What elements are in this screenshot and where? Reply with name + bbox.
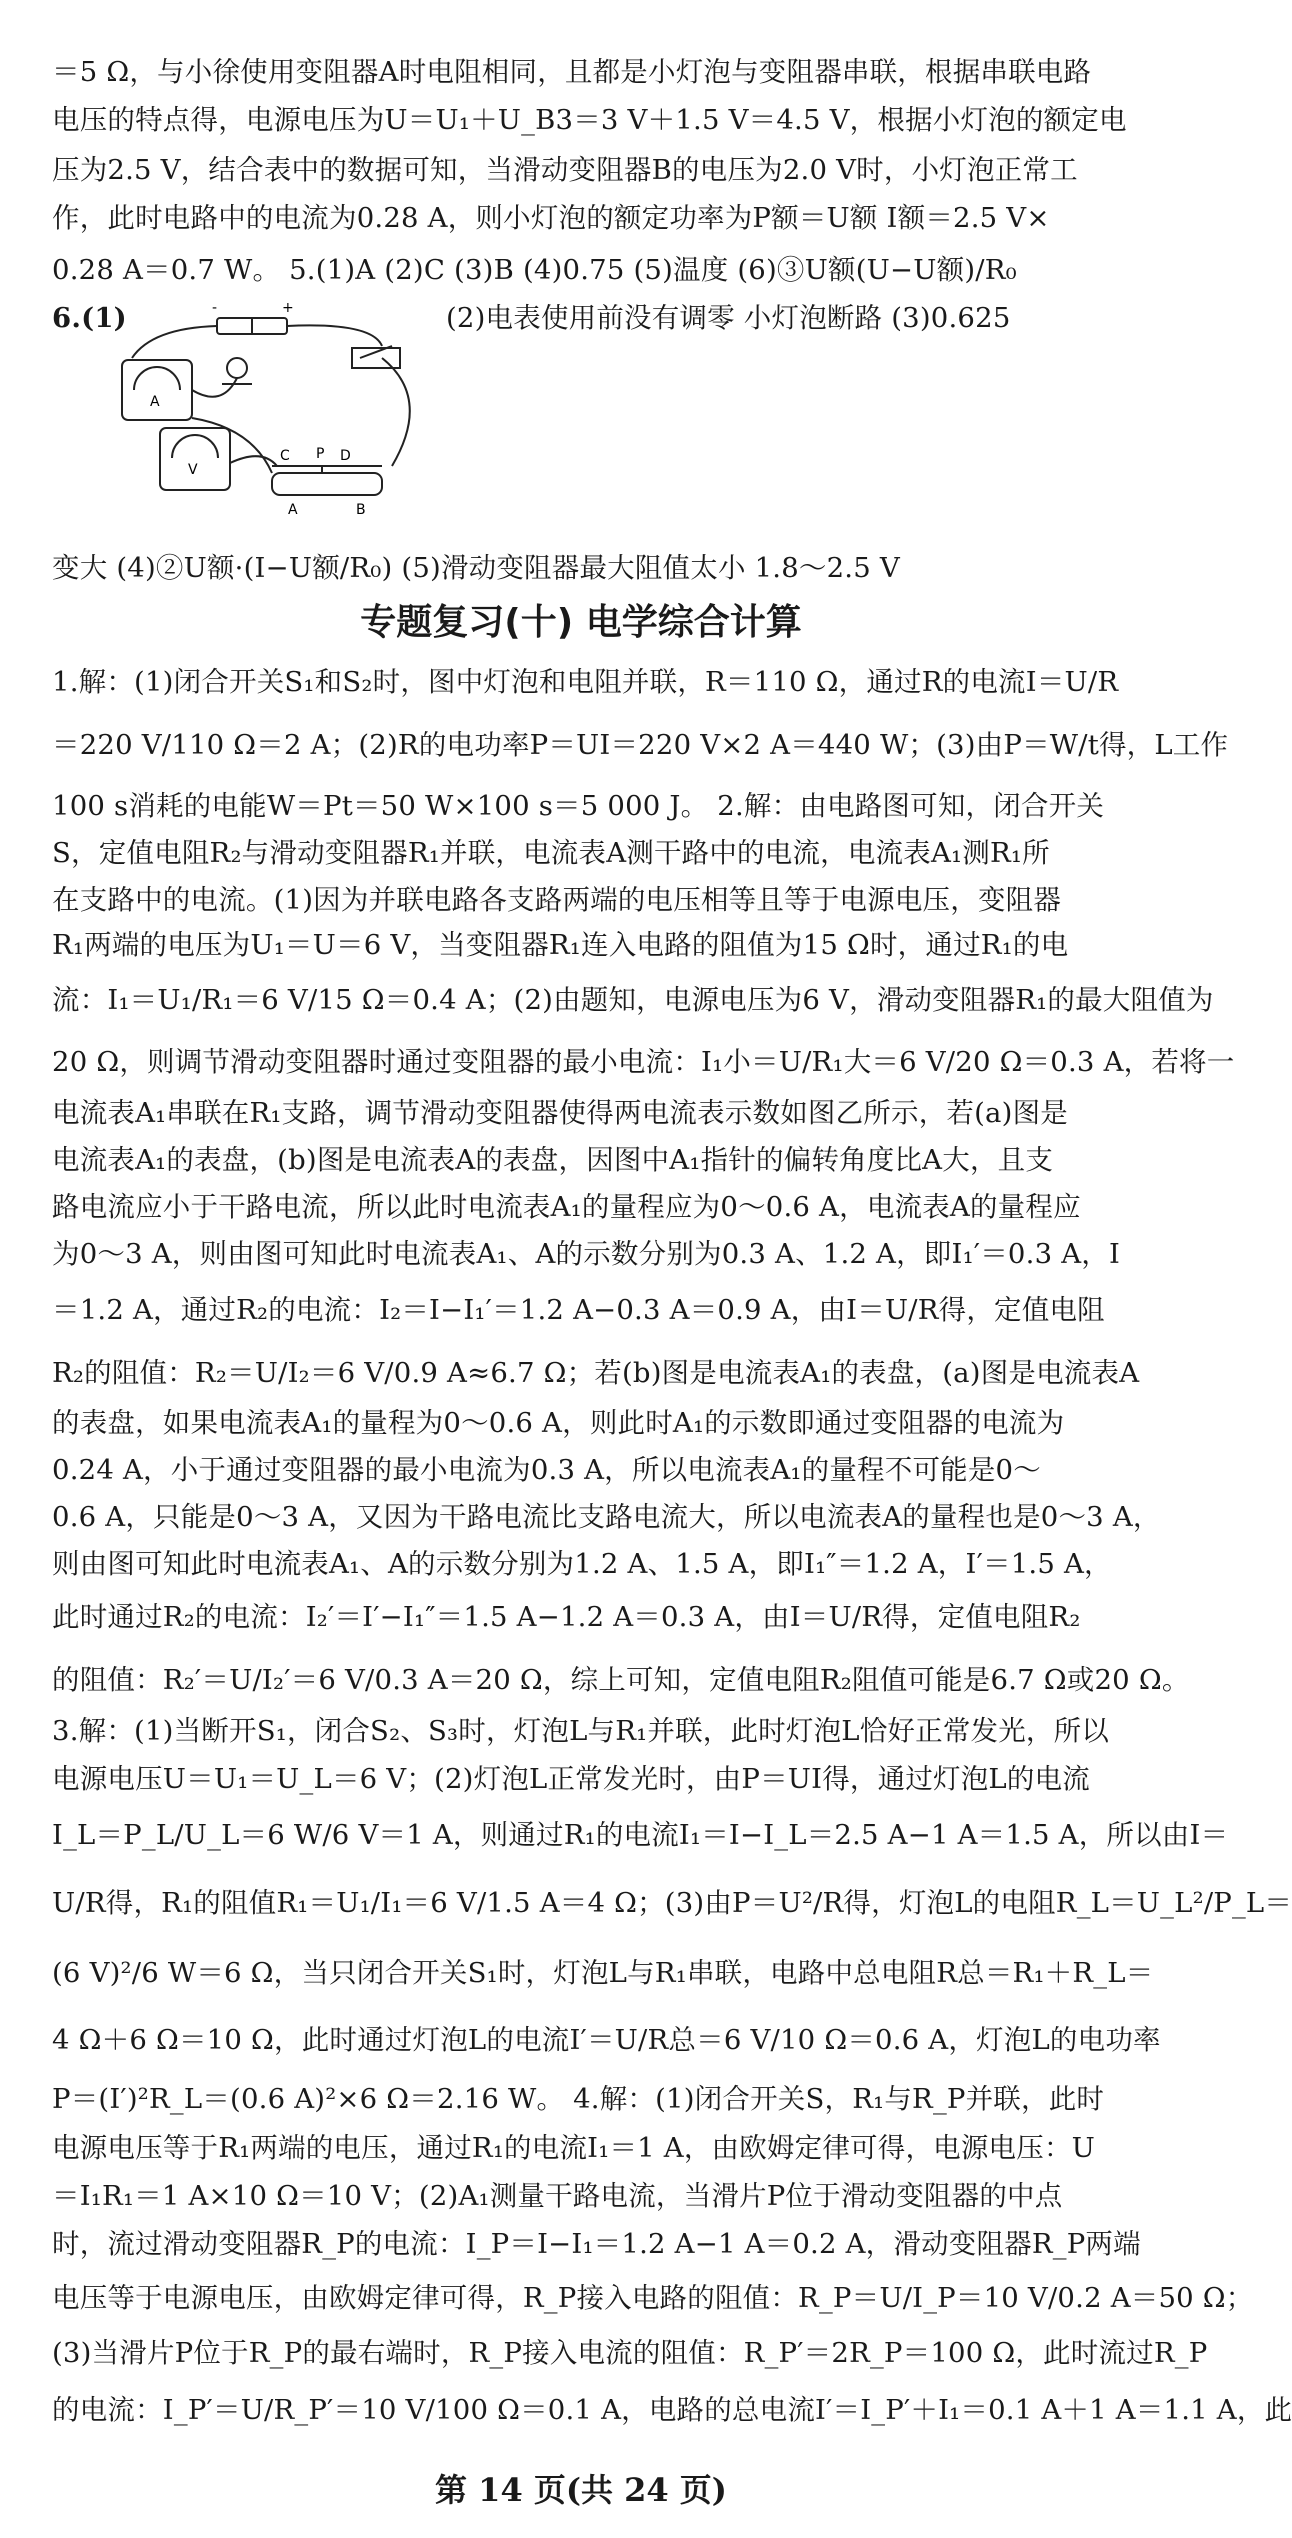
- text-line: 的表盘，如果电流表A₁的量程为0～0.6 A，则此时A₁的示数即通过变阻器的电流为: [52, 1407, 1065, 1439]
- rheostat-label-c: C: [280, 448, 290, 464]
- text-line: ＝220 V/110 Ω＝2 A；(2)R的电功率P＝UI＝220 V×2 A＝440 W；(3)由P＝W/t得，L工作: [52, 729, 1229, 761]
- text-line: 电源电压等于R₁两端的电压，通过R₁的电流I₁＝1 A，由欧姆定律可得，电源电压：U: [52, 2132, 1096, 2164]
- text-line: R₂的阻值：R₂＝U/I₂＝6 V/0.9 A≈6.7 Ω；若(b)图是电流表A₁的表盘，(a)图是电流表A: [52, 1357, 1140, 1389]
- text-line: 1.解：(1)闭合开关S₁和S₂时，图中灯泡和电阻并联，R＝110 Ω，通过R的电流I＝U/R: [52, 666, 1119, 698]
- text-line: ＝I₁R₁＝1 A×10 Ω＝10 V；(2)A₁测量干路电流，当滑片P位于滑动变阻器的中点: [52, 2180, 1063, 2212]
- text-line: 0.28 A＝0.7 W。 5.(1)A (2)C (3)B (4)0.75 (5)温度 (6)③U额(U−U额)/R₀: [52, 254, 1017, 286]
- text-line: 4 Ω＋6 Ω＝10 Ω，此时通过灯泡L的电流I′＝U/R总＝6 V/10 Ω＝0.6 A，灯泡L的电功率: [52, 2024, 1161, 2056]
- text-line: 电压的特点得，电源电压为U＝U₁＋U_B3＝3 V＋1.5 V＝4.5 V，根据小灯泡的额定电: [52, 104, 1127, 136]
- question-number: 6.(1): [52, 302, 127, 334]
- ammeter-label: A: [150, 394, 160, 410]
- page-number-footer: 第 14 页(共 24 页): [435, 2471, 727, 2509]
- text-line: 电流表A₁的表盘，(b)图是电流表A的表盘，因图中A₁指针的偏转角度比A大，且支: [52, 1144, 1054, 1176]
- battery-plus-label: +: [282, 300, 294, 316]
- section-heading: 专题复习(十) 电学综合计算: [360, 602, 802, 643]
- text-line: 的阻值：R₂′＝U/I₂′＝6 V/0.3 A＝20 Ω，综上可知，定值电阻R₂阻值可能是6.7 Ω或20 Ω。: [52, 1664, 1190, 1696]
- text-line: 变大 (4)②U额·(I−U额/R₀) (5)滑动变阻器最大阻值太小 1.8～2.5 V: [52, 552, 900, 584]
- text-line: U/R得，R₁的阻值R₁＝U₁/I₁＝6 V/1.5 A＝4 Ω；(3)由P＝U²/R得，灯泡L的电阻R_L＝U_L²/P_L＝: [52, 1887, 1292, 1919]
- rheostat-label-b: B: [356, 502, 366, 518]
- text-line: 作，此时电路中的电流为0.28 A，则小灯泡的额定功率为P额＝U额 I额＝2.5 V×: [52, 202, 1050, 234]
- circuit-diagram: [112, 298, 442, 520]
- text-line: 100 s消耗的电能W＝Pt＝50 W×100 s＝5 000 J。 2.解：由电路图可知，闭合开关: [52, 790, 1105, 822]
- battery-minus-label: -: [212, 300, 218, 316]
- text-line: R₁两端的电压为U₁＝U＝6 V，当变阻器R₁连入电路的阻值为15 Ω时，通过R₁的电: [52, 929, 1069, 961]
- rheostat-icon: [272, 473, 382, 495]
- rheostat-label-d: D: [340, 448, 351, 464]
- bulb-icon: [227, 358, 247, 378]
- ammeter-icon: [122, 360, 192, 420]
- text-line: 路电流应小于干路电流，所以此时电流表A₁的量程应为0～0.6 A，电流表A的量程应: [52, 1191, 1081, 1223]
- text-line: I_L＝P_L/U_L＝6 W/6 V＝1 A，则通过R₁的电流I₁＝I−I_L＝2.5 A−1 A＝1.5 A，所以由I＝: [52, 1819, 1229, 1851]
- voltmeter-label: V: [188, 462, 198, 478]
- rheostat-label-p: P: [316, 446, 325, 462]
- text-line: (2)电表使用前没有调零 小灯泡断路 (3)0.625: [446, 302, 1011, 334]
- text-line: 电流表A₁串联在R₁支路，调节滑动变阻器使得两电流表示数如图乙所示，若(a)图是: [52, 1097, 1068, 1129]
- text-line: S，定值电阻R₂与滑动变阻器R₁并联，电流表A测干路中的电流，电流表A₁测R₁所: [52, 837, 1050, 869]
- text-line: 压为2.5 V，结合表中的数据可知，当滑动变阻器B的电压为2.0 V时，小灯泡正常工: [52, 154, 1078, 186]
- text-line: 时，流过滑动变阻器R_P的电流：I_P＝I−I₁＝1.2 A−1 A＝0.2 A，滑动变阻器R_P两端: [52, 2228, 1141, 2260]
- text-line: 则由图可知此时电流表A₁、A的示数分别为1.2 A、1.5 A，即I₁″＝1.2 A，I′＝1.5 A，: [52, 1548, 1112, 1580]
- text-line: 在支路中的电流。(1)因为并联电路各支路两端的电压相等且等于电源电压，变阻器: [52, 884, 1062, 916]
- text-line: 流：I₁＝U₁/R₁＝6 V/15 Ω＝0.4 A；(2)由题知，电源电压为6 V，滑动变阻器R₁的最大阻值为: [52, 984, 1214, 1016]
- text-line: 电压等于电源电压，由欧姆定律可得，R_P接入电路的阻值：R_P＝U/I_P＝10 V/0.2 A＝50 Ω；: [52, 2282, 1254, 2314]
- text-line: ＝1.2 A，通过R₂的电流：I₂＝I−I₁′＝1.2 A−0.3 A＝0.9 A，由I＝U/R得，定值电阻: [52, 1294, 1105, 1326]
- text-line: 0.24 A，小于通过变阻器的最小电流为0.3 A，所以电流表A₁的量程不可能是0～: [52, 1454, 1041, 1486]
- text-line: P＝(I′)²R_L＝(0.6 A)²×6 Ω＝2.16 W。 4.解：(1)闭合开关S，R₁与R_P并联，此时: [52, 2083, 1105, 2115]
- text-line: 20 Ω，则调节滑动变阻器时通过变阻器的最小电流：I₁小＝U/R₁大＝6 V/20 Ω＝0.3 A，若将一: [52, 1046, 1235, 1078]
- text-line: (3)当滑片P位于R_P的最右端时，R_P接入电流的阻值：R_P′＝2R_P＝100 Ω，此时流过R_P: [52, 2337, 1208, 2369]
- text-line: 电源电压U＝U₁＝U_L＝6 V；(2)灯泡L正常发光时，由P＝UI得，通过灯泡L的电流: [52, 1763, 1090, 1795]
- text-line: ＝5 Ω，与小徐使用变阻器A时电阻相同，且都是小灯泡与变阻器串联，根据串联电路: [52, 56, 1092, 88]
- text-line: (6 V)²/6 W＝6 Ω，当只闭合开关S₁时，灯泡L与R₁串联，电路中总电阻R总＝R₁＋R_L＝: [52, 1957, 1154, 1989]
- text-line: 的电流：I_P′＝U/R_P′＝10 V/100 Ω＝0.1 A，电路的总电流I′＝I_P′＋I₁＝0.1 A＋1 A＝1.1 A，此: [52, 2394, 1292, 2426]
- text-line: 此时通过R₂的电流：I₂′＝I′−I₁″＝1.5 A−1.2 A＝0.3 A，由I＝U/R得，定值电阻R₂: [52, 1601, 1081, 1633]
- rheostat-label-a: A: [288, 502, 298, 518]
- text-line: 3.解：(1)当断开S₁，闭合S₂、S₃时，灯泡L与R₁并联，此时灯泡L恰好正常发光，所以: [52, 1715, 1110, 1747]
- text-line: 为0～3 A，则由图可知此时电流表A₁、A的示数分别为0.3 A、1.2 A，即I₁′＝0.3 A，I: [52, 1238, 1121, 1270]
- voltmeter-icon: [160, 428, 230, 490]
- text-line: 0.6 A，只能是0～3 A，又因为干路电流比支路电流大，所以电流表A的量程也是0～3 A，: [52, 1501, 1161, 1533]
